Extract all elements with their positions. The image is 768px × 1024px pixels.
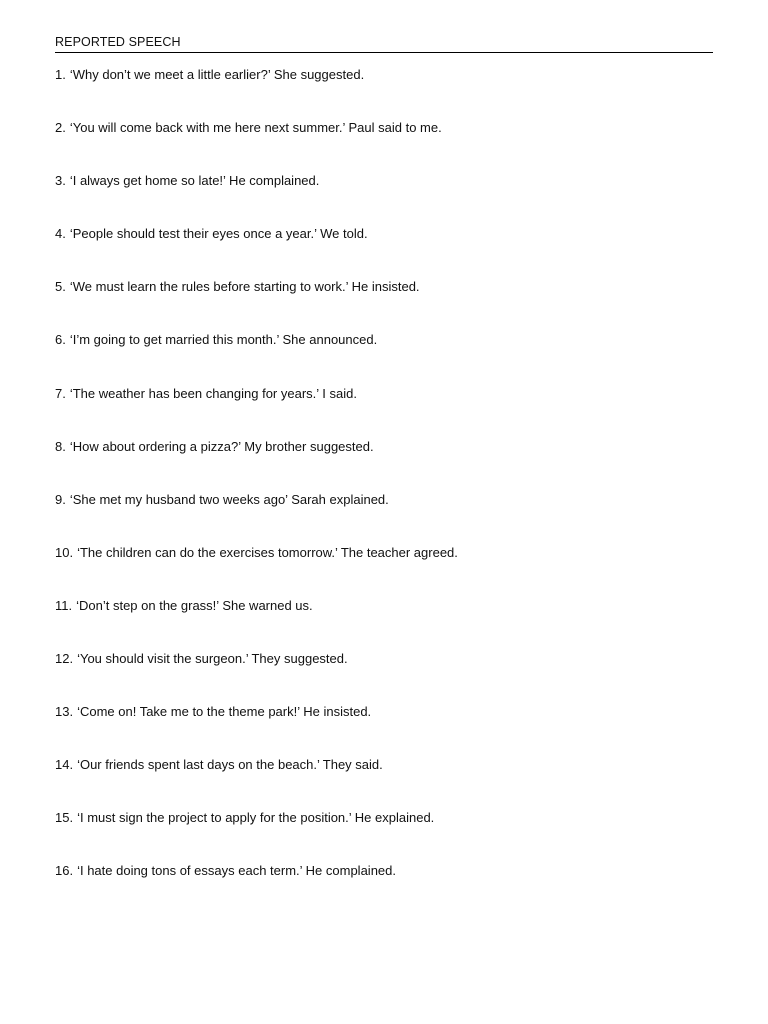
exercise-text: ‘Come on! Take me to the theme park!’ He insisted. [77, 704, 372, 720]
exercise-item [55, 386, 715, 439]
document-title: REPORTED SPEECH [55, 35, 181, 49]
exercise-item [55, 704, 715, 757]
exercise-number: 7. [55, 385, 66, 401]
exercise-text: ‘Why don’t we meet a little earlier?’ She suggested. [69, 67, 365, 82]
exercise-item [55, 651, 715, 704]
exercise-number: 9. [55, 491, 66, 507]
exercise-number: 12. [55, 651, 74, 667]
exercise-text: ‘You will come back with me here next summer.’ Paul said to me. [69, 120, 442, 136]
exercise-number: 16. [55, 863, 74, 879]
exercise-item [55, 120, 715, 173]
exercise-item [55, 598, 715, 651]
document-header [55, 35, 713, 53]
exercise-text: ‘How about ordering a pizza?’ My brother suggested. [69, 438, 374, 454]
exercise-text: ‘She met my husband two weeks ago’ Sarah explained. [69, 491, 389, 507]
exercise-text: ‘I always get home so late!’ He complained. [69, 173, 320, 189]
exercise-item [55, 757, 715, 810]
exercise-number: 11. [55, 597, 73, 613]
exercise-text: ‘The children can do the exercises tomorrow.’ The teacher agreed. [77, 544, 458, 560]
exercise-item [55, 279, 715, 332]
exercise-number: 1. [55, 67, 66, 82]
exercise-text: ‘I must sign the project to apply for the position.’ He explained. [77, 810, 435, 826]
exercise-item [55, 545, 715, 598]
exercise-text: ‘Don’t step on the grass!’ She warned us. [76, 597, 313, 613]
exercise-text: ‘We must learn the rules before starting to work.’ He insisted. [69, 279, 420, 295]
exercise-item [55, 67, 715, 120]
exercise-number: 15. [55, 810, 74, 826]
exercise-number: 10. [55, 544, 74, 560]
exercise-number: 2. [55, 120, 66, 136]
exercise-number: 4. [55, 226, 66, 242]
exercise-number: 8. [55, 438, 66, 454]
exercise-text: ‘The weather has been changing for years.’ I said. [69, 385, 357, 401]
exercise-item [55, 332, 715, 385]
exercise-item [55, 439, 715, 492]
exercise-number: 6. [55, 332, 66, 348]
exercise-number: 5. [55, 279, 66, 295]
exercise-text: ‘Our friends spent last days on the beach.’ They said. [77, 757, 383, 773]
exercise-list [55, 67, 715, 917]
exercise-item [55, 226, 715, 279]
exercise-item [55, 863, 715, 916]
exercise-number: 14. [55, 757, 74, 773]
exercise-text: ‘People should test their eyes once a year.’ We told. [69, 226, 368, 242]
exercise-item [55, 173, 715, 226]
exercise-text: ‘I hate doing tons of essays each term.’ He complained. [77, 863, 396, 879]
exercise-number: 13. [55, 704, 74, 720]
exercise-text: ‘You should visit the surgeon.’ They suggested. [77, 651, 348, 667]
exercise-text: ‘I’m going to get married this month.’ She announced. [69, 332, 378, 348]
exercise-item [55, 492, 715, 545]
exercise-number: 3. [55, 173, 66, 189]
exercise-item [55, 810, 715, 863]
